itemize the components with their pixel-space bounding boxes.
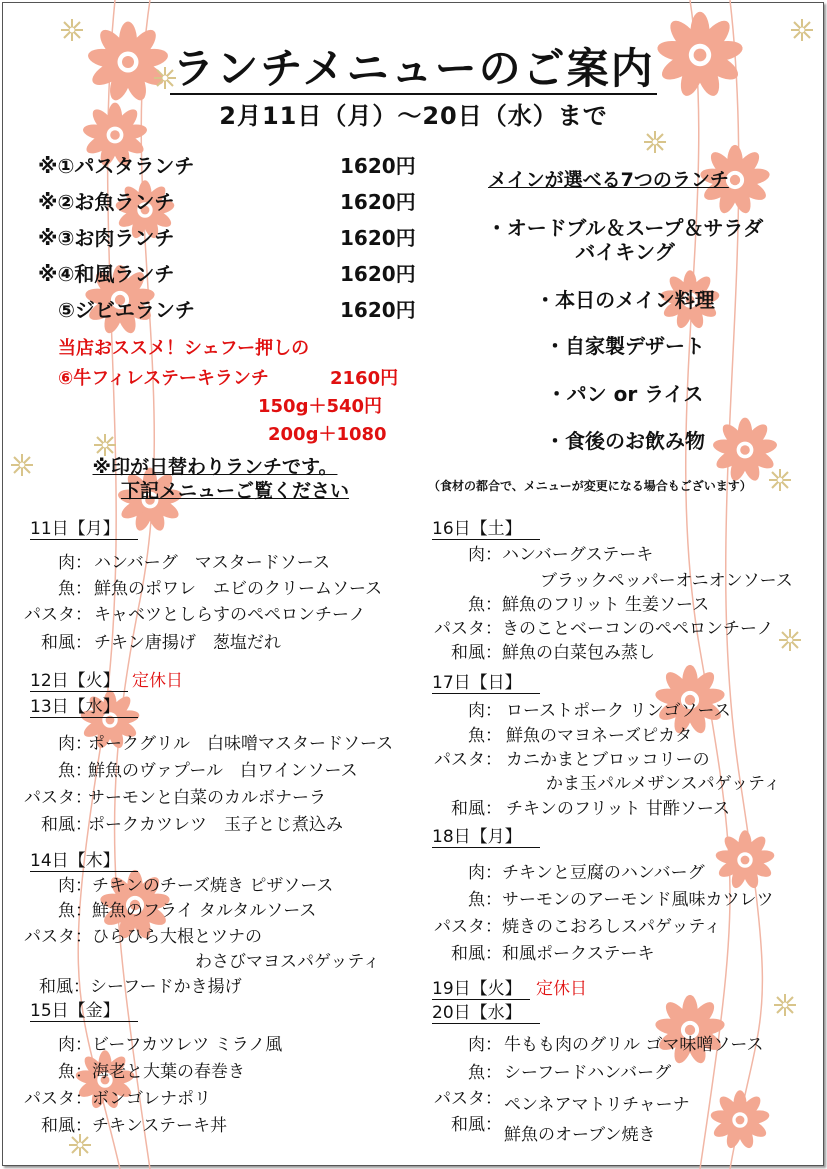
menu-price: 1620円 bbox=[340, 190, 416, 214]
dish-wafu: 和風ポークステーキ bbox=[502, 944, 655, 964]
day-heading-11: 11日【月】 bbox=[30, 514, 138, 539]
dish-meat: ポークグリル 白味噌マスタードソース bbox=[88, 734, 394, 754]
label-meat: 肉： bbox=[468, 545, 502, 565]
dish-fish: 鮮魚のヴァプール 白ワインソース bbox=[88, 761, 358, 781]
label-meat: 肉： bbox=[58, 876, 92, 896]
menu-pasta-lunch: ※①パスタランチ bbox=[38, 154, 195, 178]
label-wafu: 和風： bbox=[41, 815, 92, 835]
label-pasta: パスタ： bbox=[434, 750, 502, 770]
day-heading-20: 20日【水】 bbox=[432, 998, 540, 1023]
day-heading-14: 14日【木】 bbox=[30, 846, 138, 871]
dish-fish: サーモンのアーモンド風味カツレツ bbox=[502, 890, 774, 910]
day-heading-15: 15日【金】 bbox=[30, 996, 138, 1021]
dish-pasta: ペンネアマトリチャーナ bbox=[504, 1095, 690, 1115]
label-meat: 肉： bbox=[58, 1035, 92, 1055]
drink-item: ・食後のお飲み物 bbox=[545, 429, 705, 453]
bread-rice-item: ・パン or ライス bbox=[546, 382, 704, 406]
label-wafu: 和風： bbox=[41, 633, 92, 653]
dish-pasta: きのことベーコンのペペロンチーノ bbox=[502, 619, 774, 639]
label-pasta: パスタ： bbox=[24, 927, 92, 947]
label-pasta: パスタ： bbox=[434, 917, 502, 937]
dish-meat: チキンと豆腐のハンバーグ bbox=[502, 863, 705, 883]
dish-pasta: ひらひら大根とツナの bbox=[92, 927, 262, 947]
chef-recommend-line: 当店おススメ！シェフー押しの bbox=[58, 338, 310, 359]
buffet-item-cont: バイキング bbox=[575, 240, 675, 264]
dish-meat: ハンバーグ マスタードソース bbox=[94, 553, 330, 573]
dish-wafu: チキンのフリット 甘酢ソース bbox=[506, 799, 731, 819]
menu-change-note: （食材の都合で、メニューが変更になる場合もございます） bbox=[428, 479, 752, 493]
dish-wafu: シーフードかき揚げ bbox=[90, 977, 242, 997]
label-fish: 魚： bbox=[468, 890, 502, 910]
label-wafu: 和風： bbox=[451, 944, 502, 964]
dish-wafu: チキン唐揚げ 葱塩だれ bbox=[94, 633, 281, 653]
label-meat: 肉： bbox=[468, 863, 502, 883]
label-pasta: パスタ： bbox=[24, 788, 92, 808]
day-heading-13: 13日【水】 bbox=[30, 692, 138, 717]
label-fish: 魚： bbox=[468, 595, 502, 615]
day-heading-19: 19日【火】 bbox=[432, 974, 530, 999]
dish-meat: ハンバーグステーキ bbox=[502, 545, 654, 565]
dish-wafu: チキンステーキ丼 bbox=[92, 1116, 227, 1136]
dish-fish: シーフードハンバーグ bbox=[504, 1063, 672, 1083]
label-pasta: パスタ： bbox=[434, 619, 502, 639]
dish-fish: 鮮魚のポワレ エビのクリームソース bbox=[94, 579, 383, 599]
dish-fish: 海老と大葉の春巻き bbox=[92, 1062, 245, 1082]
closed-day-label: 定休日 bbox=[132, 671, 183, 691]
dish-fish: 鮮魚のフライ タルタルソース bbox=[92, 901, 317, 921]
day-heading-12: 12日【火】 bbox=[30, 666, 128, 691]
dish-pasta-cont: かま玉パルメザンスパゲッティ bbox=[546, 774, 781, 794]
right-heading: メインが選べる7つのランチ bbox=[488, 169, 729, 191]
dish-pasta: カニかまとブロッコリーの bbox=[506, 750, 710, 770]
label-meat: 肉： bbox=[468, 701, 502, 721]
label-wafu: 和風： bbox=[39, 977, 90, 997]
menu-wafu-lunch: ※④和風ランチ bbox=[38, 262, 175, 286]
label-pasta: パスタ： bbox=[24, 605, 92, 625]
dish-meat: ビーフカツレツ ミラノ風 bbox=[92, 1035, 283, 1055]
dish-pasta: サーモンと白菜のカルボナーラ bbox=[88, 788, 326, 808]
closed-day-label: 定休日 bbox=[536, 979, 587, 999]
date-range: 2月11日（月）～20日（水）まで bbox=[219, 102, 608, 130]
steak-option-200g: 200g＋1080 bbox=[268, 424, 387, 445]
page-title: ランチメニューのご案内 bbox=[172, 44, 655, 93]
label-wafu: 和風： bbox=[451, 799, 502, 819]
menu-price: 1620円 bbox=[340, 262, 416, 286]
menu-price: 1620円 bbox=[340, 154, 416, 178]
steak-lunch-name: ⑥牛フィレステーキランチ bbox=[58, 368, 269, 389]
menu-price: 1620円 bbox=[340, 226, 416, 250]
dish-meat: 牛もも肉のグリル ゴマ味噌ソース bbox=[504, 1035, 764, 1055]
label-fish: 魚： bbox=[468, 1063, 502, 1083]
dish-fish: 鮮魚のマヨネーズピカタ bbox=[506, 726, 693, 746]
day-heading-17: 17日【日】 bbox=[432, 668, 540, 693]
dish-wafu: 鮮魚のオーブン焼き bbox=[504, 1125, 656, 1145]
label-fish: 魚： bbox=[58, 901, 92, 921]
menu-meat-lunch: ※③お肉ランチ bbox=[38, 226, 175, 250]
day-heading-16: 16日【土】 bbox=[432, 514, 540, 539]
menu-price: 1620円 bbox=[340, 298, 416, 322]
label-wafu: 和風： bbox=[41, 1116, 92, 1136]
day-heading-18: 18日【月】 bbox=[432, 822, 540, 847]
label-fish: 魚： bbox=[58, 1062, 92, 1082]
dish-fish: 鮮魚のフリット 生姜ソース bbox=[502, 595, 710, 615]
steak-lunch-price: 2160円 bbox=[330, 368, 399, 389]
dish-pasta: キャベツとしらすのペペロンチーノ bbox=[94, 605, 366, 625]
dish-meat: チキンのチーズ焼き ピザソース bbox=[92, 876, 334, 896]
dish-wafu: 鮮魚の白菜包み蒸し bbox=[502, 643, 655, 663]
label-pasta: パスタ： bbox=[24, 1089, 92, 1109]
buffet-item: ・オードブル＆スープ＆サラダ bbox=[486, 216, 764, 240]
label-pasta: パスタ： bbox=[434, 1089, 502, 1109]
label-meat: 肉： bbox=[58, 734, 92, 754]
label-fish: 魚： bbox=[58, 579, 92, 599]
label-meat: 肉： bbox=[58, 553, 92, 573]
daily-notice-line2: 下記メニューご覧ください bbox=[120, 480, 349, 502]
menu-fish-lunch: ※②お魚ランチ bbox=[38, 190, 175, 214]
label-meat: 肉： bbox=[468, 1035, 502, 1055]
label-fish: 魚： bbox=[58, 761, 92, 781]
dish-pasta-cont: わさびマヨスパゲッティ bbox=[195, 952, 380, 972]
menu-gibier-lunch: ⑤ジビエランチ bbox=[58, 298, 195, 322]
steak-option-150g: 150g＋540円 bbox=[258, 396, 383, 417]
dish-meat: ローストポーク リンゴソース bbox=[506, 701, 731, 721]
dish-meat-cont: ブラックペッパーオニオンソース bbox=[540, 571, 793, 591]
label-wafu: 和風： bbox=[451, 1115, 502, 1135]
dessert-item: ・自家製デザート bbox=[545, 334, 705, 358]
dish-pasta: ボンゴレナポリ bbox=[92, 1089, 211, 1109]
main-dish-item: ・本日のメイン料理 bbox=[535, 288, 715, 312]
label-wafu: 和風： bbox=[451, 643, 502, 663]
label-fish: 魚： bbox=[468, 726, 502, 746]
dish-wafu: ポークカツレツ 玉子とじ煮込み bbox=[88, 815, 343, 835]
dish-pasta: 焼きのこおろしスパゲッティ bbox=[502, 917, 721, 937]
daily-notice-line1: ※印が日替わりランチです。 bbox=[92, 456, 338, 478]
